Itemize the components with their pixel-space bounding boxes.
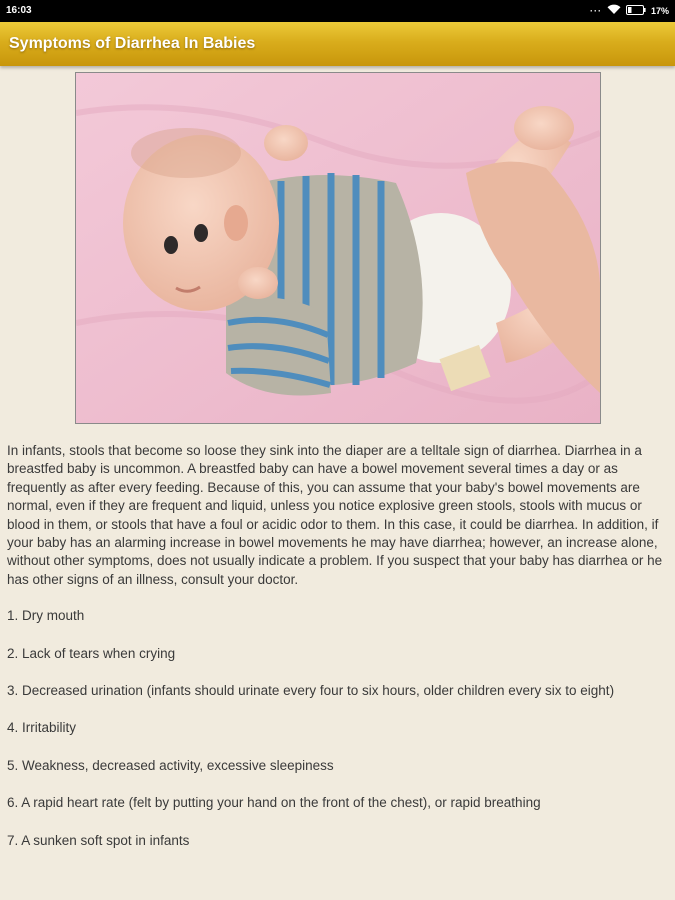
status-icons xyxy=(590,3,669,19)
status-bar xyxy=(0,0,675,22)
baby-photo xyxy=(75,72,601,424)
symptom-item: 1. Dry mouth xyxy=(7,608,85,624)
page-title: Symptoms of Diarrhea In Babies xyxy=(9,35,256,52)
article-intro: In infants, stools that become so loose they sink into the diaper are a telltale sign of diarrhea. Diarrhea in a breastfed baby is uncommon. A breastfed baby can have a bowel movement several times a day or as frequently as after every feeding. Because of this, you can assume that your baby's bowel movements are normal, even if they are frequent and liquid, unless you notice explosive green stools, stools with mucus or blood in them, or stools that have a foul or acidic odor to them. In this case, it could be diarrhea. In addition, if your baby has an alarming increase in bowel movements he may have diarrhea; however, an increase alone, without other symptoms, does not usually indicate a problem. If you suspect that your baby has diarrhea or he has other signs of an illness, consult your doctor. xyxy=(7,443,663,587)
app-bar xyxy=(0,22,675,66)
status-time: 16:03 xyxy=(6,5,32,16)
symptom-item: 3. Decreased urination (infants should urinate every four to six hours, older children every six to eight) xyxy=(7,683,615,699)
symptom-item: 6. A rapid heart rate (felt by putting your hand on the front of the chest), or rapid breathing xyxy=(7,795,541,811)
battery-percent: 17% xyxy=(650,6,669,16)
article-content xyxy=(7,442,667,869)
symptom-item: 4. Irritability xyxy=(7,720,77,736)
wifi-icon xyxy=(607,4,621,18)
symptom-item: 5. Weakness, decreased activity, excessive sleepiness xyxy=(7,757,334,773)
overflow-dots-icon: ··· xyxy=(589,6,602,16)
battery-icon xyxy=(626,5,646,18)
symptom-item: 7. A sunken soft spot in infants xyxy=(7,832,190,848)
symptom-item: 2. Lack of tears when crying xyxy=(7,645,176,661)
